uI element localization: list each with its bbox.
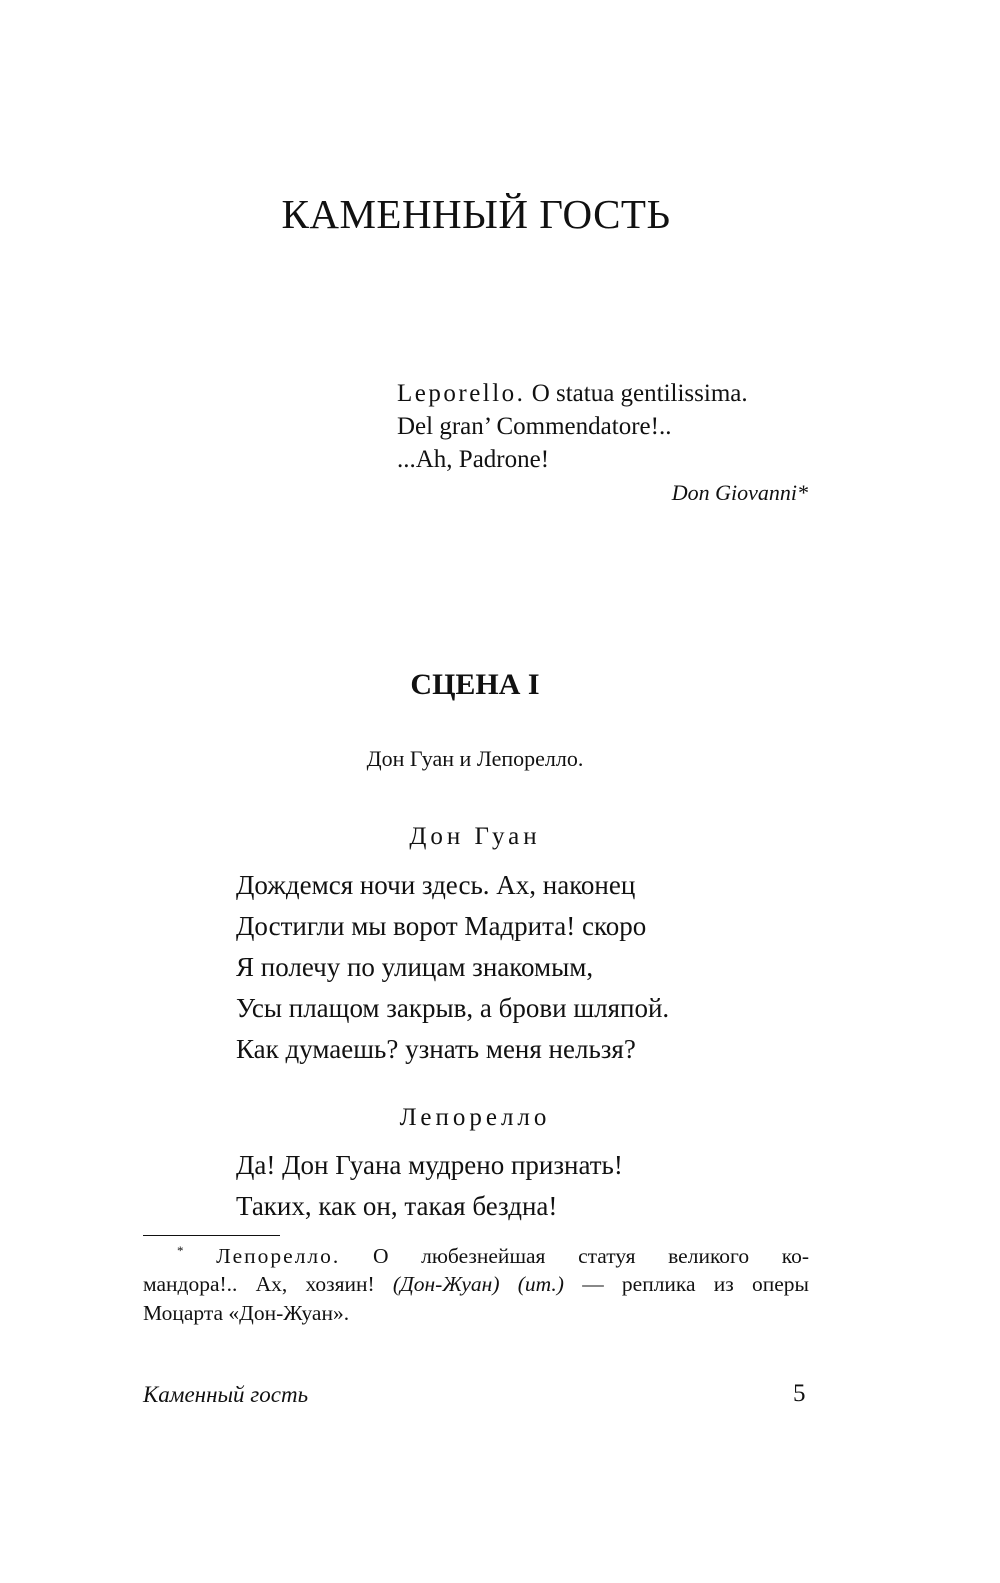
verse-line: Достигли мы ворот Мадрита! скоро [236,911,647,941]
verse-line: Да! Дон Гуана мудрено признать! [236,1150,623,1180]
page-title: КАМЕННЫЙ ГОСТЬ [281,191,671,237]
speaker-name: Лепорелло [399,1104,551,1131]
footnote-divider [143,1235,280,1236]
verse-line: Таких, как он, такая бездна! [236,1191,558,1221]
verse-line: Я полечу по улицам знакомым, [236,952,594,982]
footnote-line-2: мандора!.. Ах, хозяин! (Дон-Жуан) (ит.) — реплика из оперы [143,1272,810,1296]
epigraph-speaker: Leporello. [397,380,526,407]
footnote-marker: * [177,1243,184,1258]
epigraph-line-2: Del gran’ Commendatore!.. [397,413,672,440]
page-number: 5 [793,1380,806,1407]
epigraph-source: Don Giovanni* [671,480,808,505]
verse-line: Дождемся ночи здесь. Ах, наконец [236,870,636,900]
epigraph-line-1: Leporello. O statua gentilissima. [397,380,748,407]
footnote-speaker: Лепорелло. [216,1244,341,1269]
footnote-line-3: Моцарта «Дон-Жуан». [143,1301,350,1325]
running-title: Каменный гость [143,1382,309,1407]
verse-line: Как думаешь? узнать меня нельзя? [236,1034,636,1064]
stage-direction: Дон Гуан и Лепорелло. [366,746,584,771]
scene-heading: СЦЕНА I [410,668,540,701]
epigraph-line-3: ...Ah, Padrone! [397,446,550,473]
speaker-name: Дон Гуан [409,823,541,850]
footnote-line-1: * Лепорелло. О любезнейшая статуя великого ко- [177,1243,810,1269]
verse-line: Усы плащом закрыв, а брови шляпой. [236,993,670,1023]
